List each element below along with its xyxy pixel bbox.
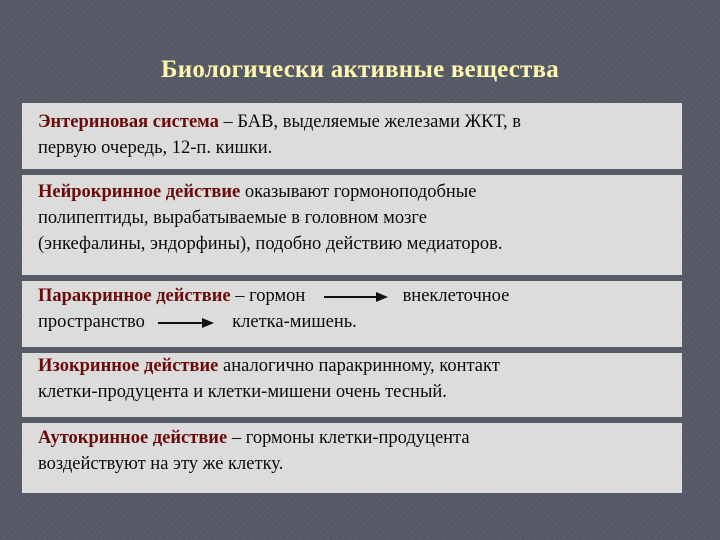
isocrine-text-2: клетки-продуцента и клетки-мишени очень тесный. — [38, 382, 447, 402]
paracrine-text-b: внеклеточное — [402, 286, 510, 306]
term-paracrine: Паракринное действие — [38, 286, 231, 306]
paragraph-enterin — [38, 109, 674, 161]
neurocrine-text-2: полипептиды, вырабатываемые в головном мозге — [38, 208, 427, 228]
separator — [22, 275, 682, 281]
separator — [22, 169, 682, 175]
arrow-right-icon — [158, 317, 214, 329]
content-panel — [22, 103, 682, 493]
separator — [22, 417, 682, 423]
term-enterin: Энтериновая система — [38, 112, 219, 132]
paragraph-neurocrine — [38, 179, 674, 257]
paracrine-text-a: – гормон — [230, 286, 306, 306]
term-neurocrine: Нейрокринное действие — [38, 182, 241, 202]
term-autocrine: Аутокринное действие — [38, 428, 228, 448]
slide-title: Биологически активные вещества — [161, 56, 559, 83]
paracrine-text-d: клетка-мишень. — [232, 312, 357, 332]
enterin-text-2: первую очередь, 12-п. кишки. — [38, 138, 273, 158]
enterin-text-1: – БАВ, выделяемые железами ЖКТ, в — [218, 112, 521, 132]
autocrine-text-1: – гормоны клетки-продуцента — [227, 428, 470, 448]
neurocrine-text-3: (энкефалины, эндорфины), подобно действию медиаторов. — [38, 234, 503, 254]
neurocrine-text-1: оказывают гормоноподобные — [240, 182, 477, 202]
paragraph-autocrine — [38, 425, 674, 477]
paragraph-paracrine — [38, 283, 674, 335]
term-isocrine: Изокринное действие — [38, 356, 219, 376]
paracrine-text-c: пространство — [38, 312, 145, 332]
paragraph-isocrine — [38, 353, 674, 405]
isocrine-text-1: аналогично паракринному, контакт — [218, 356, 500, 376]
arrow-right-icon — [324, 291, 388, 303]
autocrine-text-2: воздействуют на эту же клетку. — [38, 454, 284, 474]
